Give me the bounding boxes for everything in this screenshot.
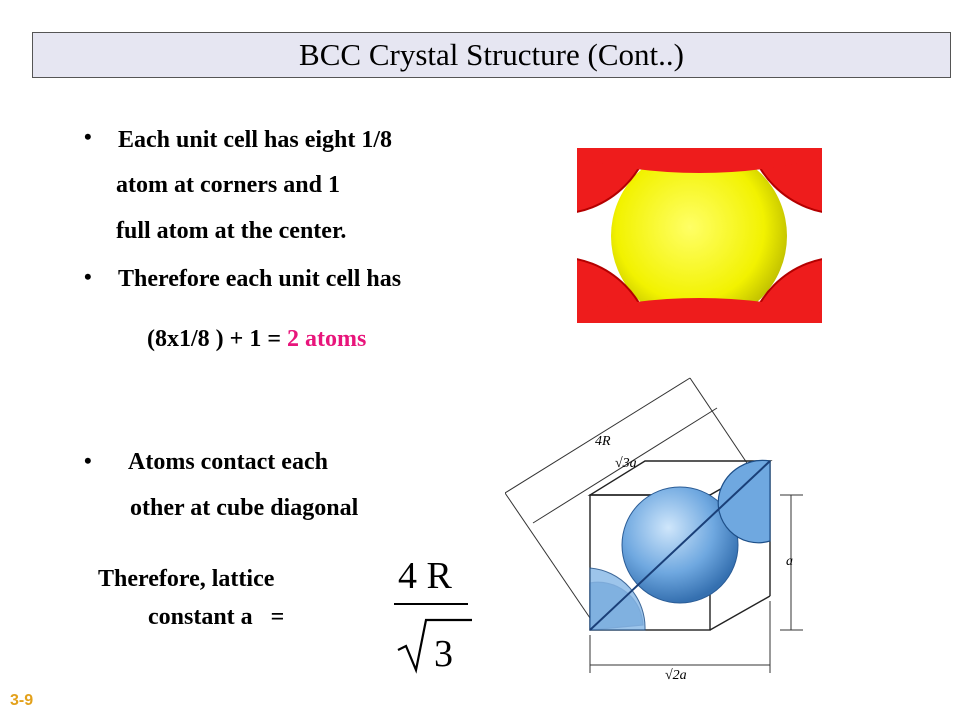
bullet-1-line-3: full atom at the center.: [116, 218, 347, 244]
bullet-3-line-2: other at cube diagonal: [130, 495, 359, 521]
lattice-line-1: Therefore, lattice: [98, 566, 275, 592]
slide-number: 3-9: [10, 692, 34, 709]
bullet-1-line-1: Each unit cell has eight 1/8: [118, 127, 393, 153]
bullet-dot: •: [84, 264, 92, 289]
bcc-unit-cell-image: [577, 148, 822, 323]
bullet-2-line-1: Therefore each unit cell has: [118, 266, 402, 292]
bullet-1-line-2: atom at corners and 1: [116, 172, 340, 198]
label-sqrt2a: √2a: [665, 668, 687, 683]
lattice-formula: [390, 550, 480, 680]
slide-title: BCC Crystal Structure (Cont..): [299, 37, 684, 72]
bullet-dot: •: [84, 124, 92, 149]
formula-denominator: 3: [434, 633, 453, 675]
bullet-dot: •: [84, 448, 92, 473]
calc-result: 2 atoms: [287, 326, 367, 352]
calc-prefix: (8x1/8 ) + 1 =: [147, 326, 288, 352]
cube-diagonal-diagram: [505, 373, 805, 683]
bullet-3-line-1: Atoms contact each: [128, 449, 328, 475]
label-sqrt3a: √3a: [615, 456, 637, 471]
formula-numerator: 4 R: [398, 555, 452, 597]
lattice-line-2: constant a =: [148, 604, 285, 630]
label-a: a: [786, 554, 793, 569]
title-box: [32, 32, 951, 78]
label-4r: 4R: [595, 434, 611, 449]
atom-count-calc: [147, 326, 366, 353]
